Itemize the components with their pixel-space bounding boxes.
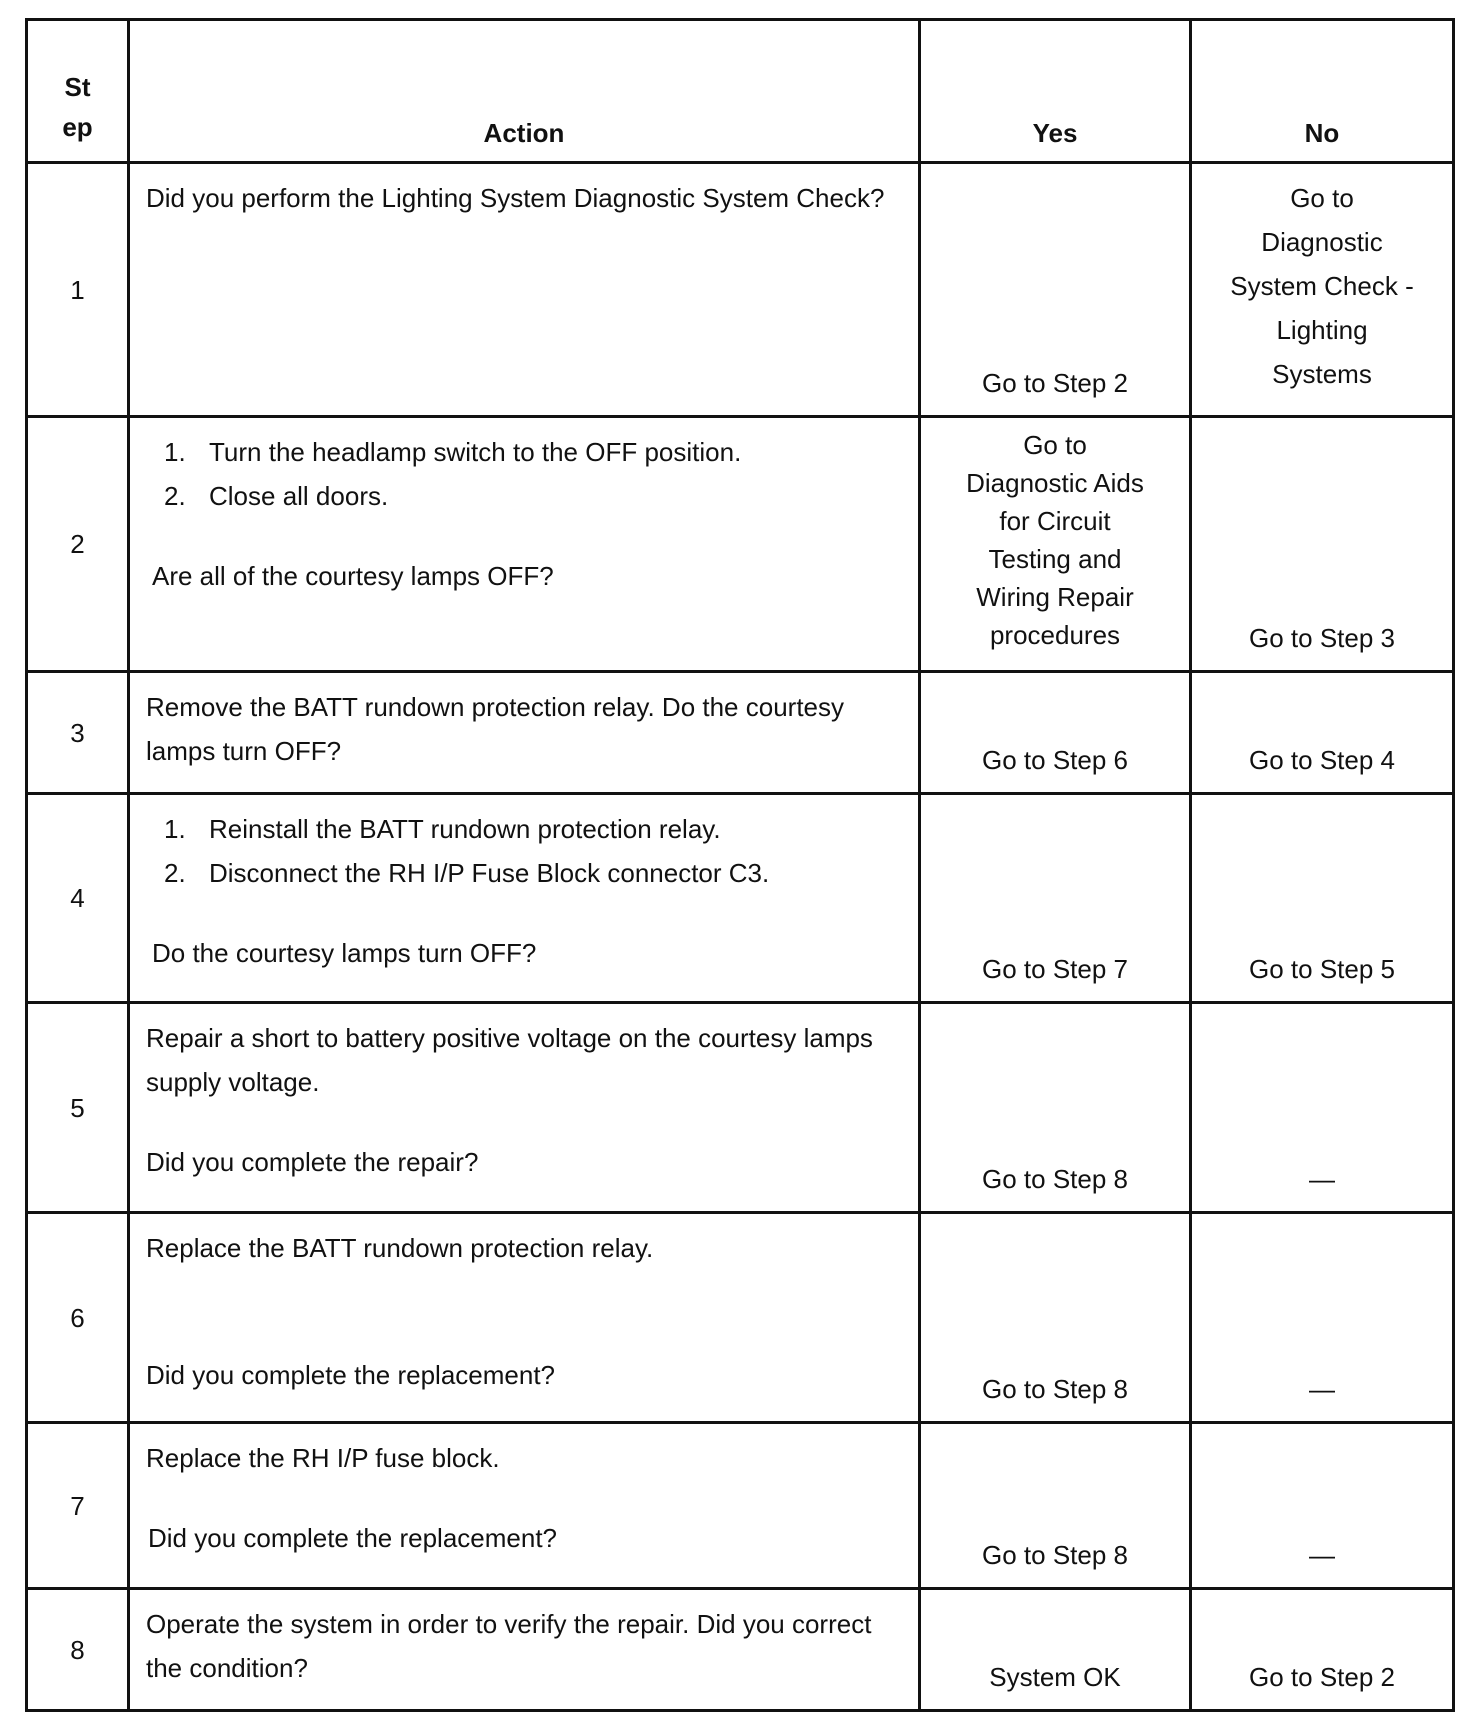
step-number: 3 bbox=[70, 717, 85, 748]
list-item-text: Reinstall the BATT rundown protection relay. bbox=[209, 814, 721, 844]
action-cell bbox=[129, 794, 920, 1003]
header-yes-label: Yes bbox=[1032, 118, 1078, 148]
yes-cell bbox=[920, 1589, 1191, 1711]
question-text: Did you complete the repair? bbox=[146, 1147, 479, 1177]
yes-result: Go to Step 8 bbox=[982, 1164, 1128, 1194]
table-row bbox=[27, 794, 1454, 1003]
action-cell bbox=[129, 1213, 920, 1423]
step-number: 5 bbox=[70, 1092, 85, 1123]
no-cell bbox=[1191, 417, 1454, 672]
no-line: Go to bbox=[1290, 183, 1354, 213]
action-text: Replace the RH I/P fuse block. bbox=[146, 1443, 500, 1473]
no-cell bbox=[1191, 1003, 1454, 1213]
header-yes bbox=[920, 20, 1191, 163]
no-line: Systems bbox=[1272, 359, 1372, 389]
yes-result: Go to Step 6 bbox=[982, 745, 1128, 775]
table-row bbox=[27, 1003, 1454, 1213]
no-cell bbox=[1191, 672, 1454, 794]
yes-cell bbox=[920, 1423, 1191, 1589]
action-list bbox=[146, 430, 904, 518]
yes-result: Go to Step 8 bbox=[982, 1374, 1128, 1404]
step-cell bbox=[27, 672, 129, 794]
table-row bbox=[27, 1213, 1454, 1423]
no-cell bbox=[1191, 1423, 1454, 1589]
header-step-line2: ep bbox=[62, 112, 93, 142]
action-text: Replace the BATT rundown protection relay. bbox=[146, 1233, 654, 1263]
step-number: 8 bbox=[70, 1634, 85, 1665]
step-cell bbox=[27, 1423, 129, 1589]
step-number: 7 bbox=[70, 1490, 85, 1521]
no-cell bbox=[1191, 1213, 1454, 1423]
action-cell bbox=[129, 417, 920, 672]
step-number: 6 bbox=[70, 1302, 85, 1333]
no-cell bbox=[1191, 163, 1454, 417]
step-cell bbox=[27, 794, 129, 1003]
header-step bbox=[27, 20, 129, 163]
yes-line: for Circuit bbox=[999, 506, 1111, 536]
step-cell bbox=[27, 1589, 129, 1711]
action-cell bbox=[129, 1003, 920, 1213]
yes-line: Testing and bbox=[988, 544, 1122, 574]
list-item-text: Disconnect the RH I/P Fuse Block connector C3. bbox=[209, 858, 770, 888]
yes-line: Diagnostic Aids bbox=[966, 468, 1144, 498]
question-text: Are all of the courtesy lamps OFF? bbox=[152, 561, 554, 591]
no-result: Go to Step 2 bbox=[1249, 1662, 1395, 1692]
table-row bbox=[27, 1423, 1454, 1589]
table-row bbox=[27, 417, 1454, 672]
no-line: Lighting bbox=[1276, 315, 1368, 345]
yes-cell bbox=[920, 163, 1191, 417]
step-cell bbox=[27, 417, 129, 672]
yes-result: System OK bbox=[989, 1662, 1121, 1692]
action-cell bbox=[129, 1589, 920, 1711]
action-text: Repair a short to battery positive voltage on the courtesy lamps supply voltage. bbox=[146, 1023, 873, 1097]
no-result: Go to Step 3 bbox=[1249, 623, 1395, 653]
header-no bbox=[1191, 20, 1454, 163]
step-number: 4 bbox=[70, 883, 85, 913]
no-result: — bbox=[1309, 1164, 1335, 1194]
question-text: Did you complete the replacement? bbox=[148, 1523, 558, 1553]
yes-cell bbox=[920, 1213, 1191, 1423]
no-result: — bbox=[1309, 1540, 1335, 1570]
yes-cell bbox=[920, 672, 1191, 794]
step-cell bbox=[27, 1003, 129, 1213]
yes-line: procedures bbox=[989, 620, 1121, 650]
action-cell bbox=[129, 1423, 920, 1589]
action-list bbox=[146, 807, 904, 895]
yes-result: Go to Step 7 bbox=[982, 954, 1128, 984]
action-cell bbox=[129, 163, 920, 417]
yes-cell bbox=[920, 1003, 1191, 1213]
yes-line: Wiring Repair bbox=[976, 582, 1134, 612]
header-action bbox=[129, 20, 920, 163]
step-cell bbox=[27, 163, 129, 417]
step-cell bbox=[27, 1213, 129, 1423]
header-action-label: Action bbox=[483, 118, 565, 148]
list-item: 1. Reinstall the BATT rundown protection relay. bbox=[164, 807, 904, 851]
diagnostic-table bbox=[25, 18, 1455, 1712]
table-row bbox=[27, 672, 1454, 794]
action-text: Did you perform the Lighting System Diagnostic System Check? bbox=[146, 183, 885, 213]
question-text: Did you complete the replacement? bbox=[146, 1360, 556, 1390]
no-result: Go to Step 4 bbox=[1249, 745, 1395, 775]
table-row bbox=[27, 1589, 1454, 1711]
yes-cell bbox=[920, 417, 1191, 672]
action-text: Operate the system in order to verify the repair. Did you correct the condition? bbox=[146, 1609, 872, 1683]
yes-line: Go to bbox=[1023, 430, 1087, 460]
list-item: 1. Turn the headlamp switch to the OFF position. bbox=[164, 430, 904, 474]
action-text: Remove the BATT rundown protection relay. Do the courtesy lamps turn OFF? bbox=[146, 692, 845, 766]
header-step-line1: St bbox=[64, 72, 91, 102]
no-cell bbox=[1191, 794, 1454, 1003]
no-line: Diagnostic bbox=[1261, 227, 1383, 257]
table-row bbox=[27, 163, 1454, 417]
action-cell bbox=[129, 672, 920, 794]
no-result bbox=[1192, 164, 1452, 396]
header-row bbox=[27, 20, 1454, 163]
list-item-text: Turn the headlamp switch to the OFF position. bbox=[209, 437, 742, 467]
step-number: 2 bbox=[70, 529, 85, 559]
yes-result bbox=[921, 418, 1189, 654]
step-number: 1 bbox=[70, 274, 85, 305]
yes-result: Go to Step 2 bbox=[982, 368, 1128, 398]
list-item: 2. Close all doors. bbox=[164, 474, 904, 518]
no-line: System Check - bbox=[1230, 271, 1414, 301]
list-item-text: Close all doors. bbox=[209, 481, 389, 511]
no-cell bbox=[1191, 1589, 1454, 1711]
question-text: Do the courtesy lamps turn OFF? bbox=[152, 938, 537, 968]
yes-result: Go to Step 8 bbox=[982, 1540, 1128, 1570]
header-no-label: No bbox=[1304, 118, 1340, 148]
yes-cell bbox=[920, 794, 1191, 1003]
list-item: 2. Disconnect the RH I/P Fuse Block connector C3. bbox=[164, 851, 904, 895]
no-result: Go to Step 5 bbox=[1249, 954, 1395, 984]
no-result: — bbox=[1309, 1374, 1335, 1404]
